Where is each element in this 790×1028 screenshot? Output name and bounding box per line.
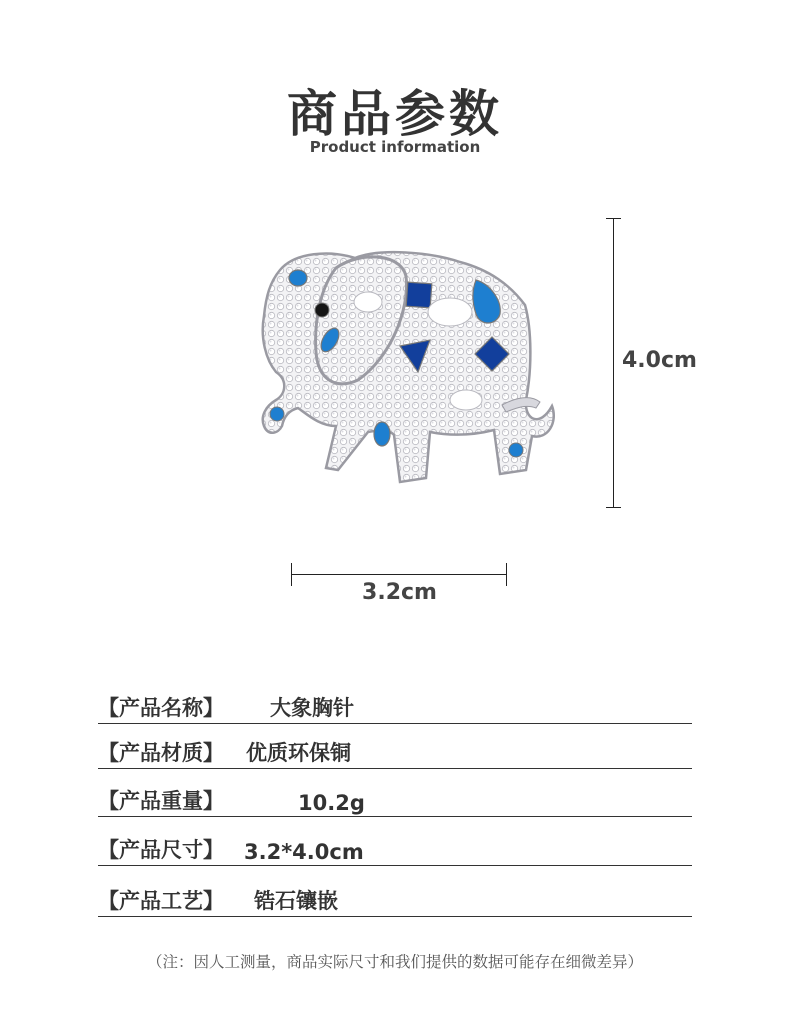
spec-key: 【产品工艺】	[98, 889, 224, 913]
width-dimension-line	[292, 574, 507, 575]
spec-value: 10.2g	[298, 791, 365, 815]
page-subtitle: Product information	[309, 138, 481, 156]
page-title: 商品参数	[287, 85, 503, 143]
spec-key: 【产品重量】	[98, 789, 224, 813]
spec-value: 优质环保铜	[246, 741, 351, 765]
width-dimension-label: 3.2cm	[362, 580, 437, 605]
spec-row-weight	[98, 776, 692, 817]
spec-key: 【产品尺寸】	[98, 838, 224, 862]
spec-key: 【产品材质】	[98, 741, 224, 765]
height-dimension-cap-bottom	[606, 507, 621, 508]
spec-row-material	[98, 728, 692, 769]
height-dimension-label: 4.0cm	[622, 348, 697, 373]
height-dimension-cap-top	[606, 218, 621, 219]
measurement-note: （注：因人工测量，商品实际尺寸和我们提供的数据可能存在细微差异）	[146, 953, 643, 971]
spec-value: 锆石镶嵌	[254, 889, 338, 913]
spec-value: 大象胸针	[270, 696, 354, 720]
spec-row-craft	[98, 876, 692, 917]
spec-key: 【产品名称】	[98, 696, 224, 720]
spec-row-name	[98, 683, 692, 724]
product-image-elephant-brooch	[240, 230, 590, 500]
spec-row-size	[98, 825, 692, 866]
height-dimension-line	[613, 218, 614, 508]
spec-value: 3.2*4.0cm	[244, 840, 364, 864]
